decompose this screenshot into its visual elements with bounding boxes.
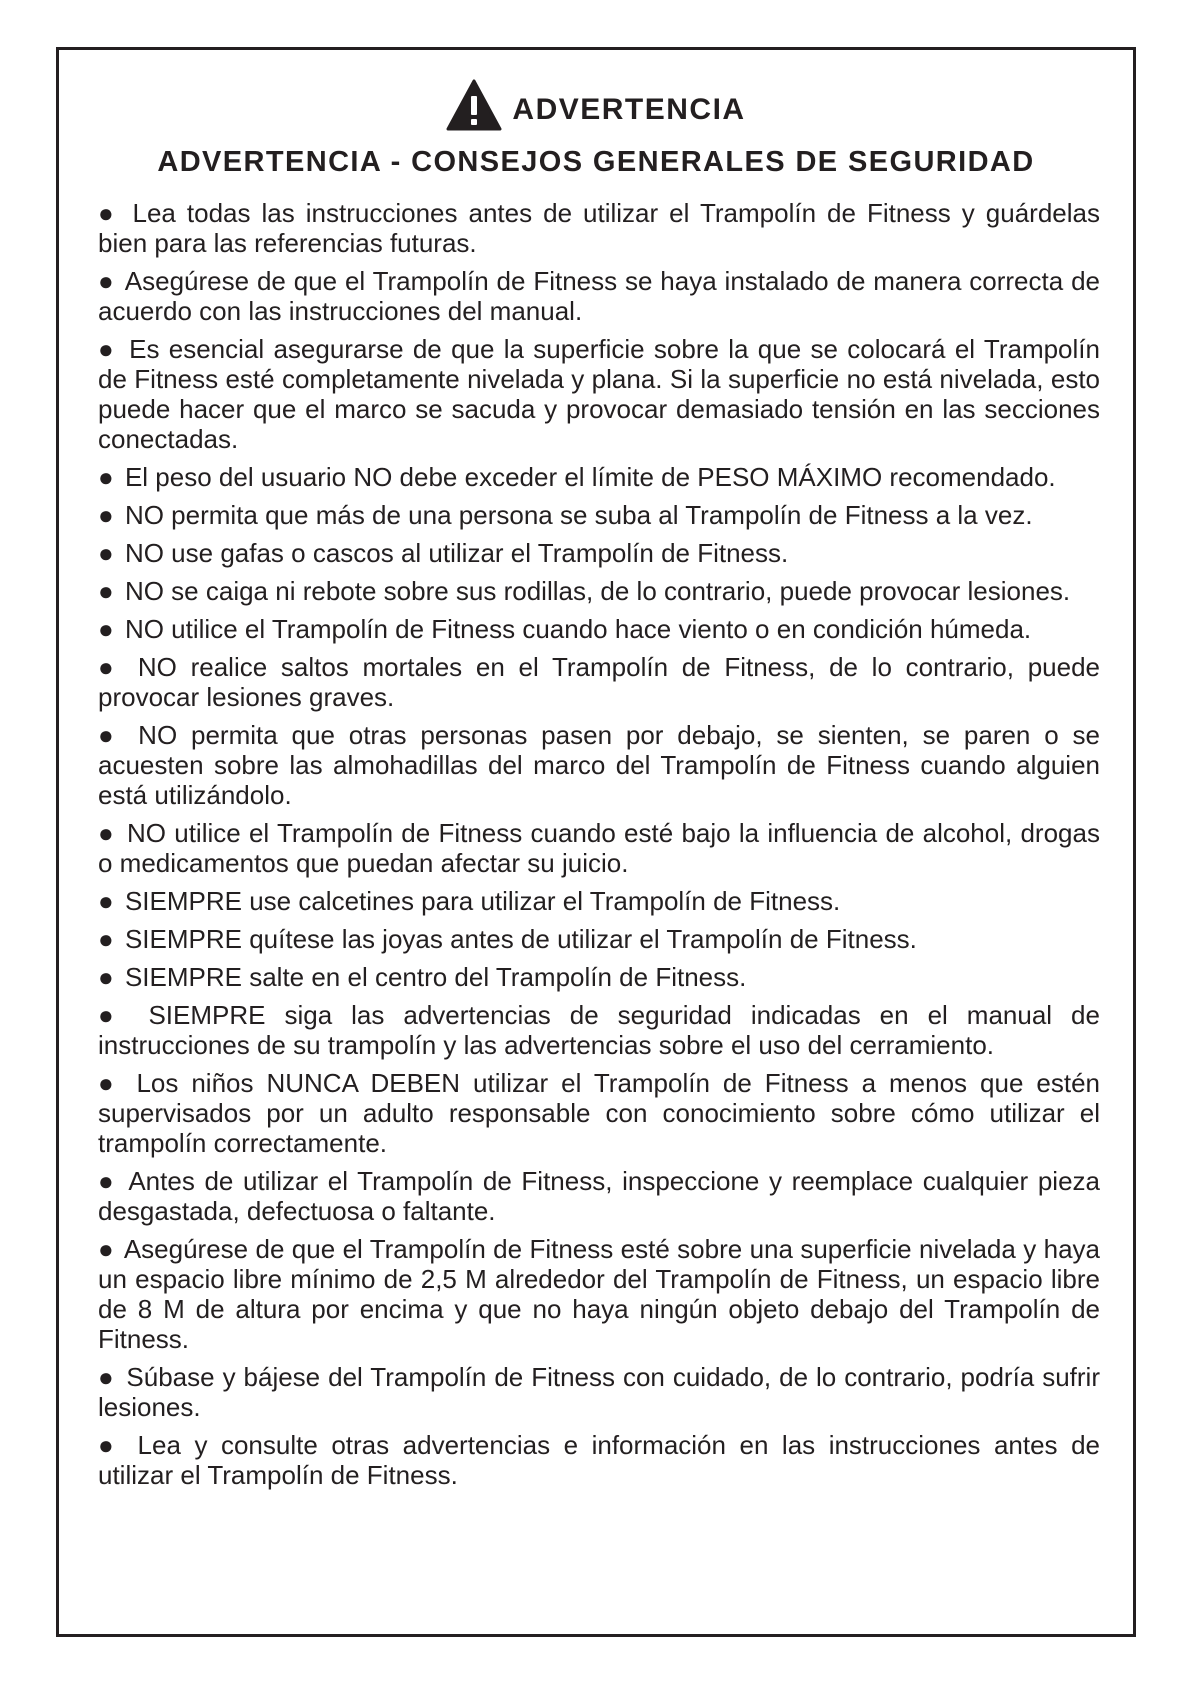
- safety-tip-item: [98, 1362, 1100, 1422]
- safety-tip-item: [98, 198, 1100, 258]
- safety-tip-text: SIEMPRE siga las advertencias de seguridad indicadas en el manual de instrucciones de su trampolín y las advertencias sobre el uso del cerramiento.: [98, 1000, 1100, 1060]
- bullet-icon: ●: [98, 1234, 114, 1264]
- safety-tips-list: [98, 198, 1100, 1498]
- bullet-icon: ●: [98, 538, 114, 568]
- safety-tip-item: [98, 1234, 1100, 1354]
- bullet-icon: ●: [98, 614, 114, 644]
- safety-tip-item: [98, 1068, 1100, 1158]
- bullet-icon: ●: [98, 818, 115, 848]
- bullet-icon: ●: [98, 266, 115, 296]
- safety-tip-item: [98, 962, 1100, 992]
- safety-tip-text: SIEMPRE use calcetines para utilizar el Trampolín de Fitness.: [124, 886, 841, 916]
- safety-tip-item: [98, 1000, 1100, 1060]
- bullet-icon: ●: [98, 334, 116, 364]
- bullet-icon: ●: [98, 1068, 120, 1098]
- safety-tip-text: NO se caiga ni rebote sobre sus rodillas, de lo contrario, puede provocar lesiones.: [124, 576, 1071, 606]
- safety-tip-item: [98, 500, 1100, 530]
- safety-tip-item: [98, 1166, 1100, 1226]
- bullet-icon: ●: [98, 652, 121, 682]
- safety-tip-text: Los niños NUNCA DEBEN utilizar el Trampolín de Fitness a menos que estén supervisados por un adulto responsable con conocimiento sobre cómo utilizar el trampolín correctamente.: [98, 1068, 1100, 1158]
- safety-tip-text: Lea y consulte otras advertencias e información en las instrucciones antes de utilizar el Trampolín de Fitness.: [98, 1430, 1100, 1490]
- safety-tip-text: SIEMPRE quítese las joyas antes de utilizar el Trampolín de Fitness.: [124, 924, 917, 954]
- safety-tip-text: NO realice saltos mortales en el Trampolín de Fitness, de lo contrario, puede provocar lesiones graves.: [98, 652, 1100, 712]
- bullet-icon: ●: [98, 720, 121, 750]
- safety-tip-text: Antes de utilizar el Trampolín de Fitness, inspeccione y reemplace cualquier pieza desgastada, defectuosa o faltante.: [98, 1166, 1100, 1226]
- bullet-icon: ●: [98, 962, 114, 992]
- safety-tip-text: Súbase y bájese del Trampolín de Fitness con cuidado, de lo contrario, podría sufrir lesiones.: [98, 1362, 1100, 1422]
- bullet-icon: ●: [98, 1166, 117, 1196]
- bullet-icon: ●: [98, 576, 114, 606]
- bullet-icon: ●: [98, 924, 114, 954]
- warning-frame: [56, 47, 1136, 1637]
- safety-tip-text: NO permita que más de una persona se suba al Trampolín de Fitness a la vez.: [124, 500, 1033, 530]
- warning-title-row: [59, 74, 1133, 136]
- safety-tip-item: [98, 924, 1100, 954]
- safety-tip-text: El peso del usuario NO debe exceder el límite de PESO MÁXIMO recomendado.: [124, 462, 1056, 492]
- safety-tip-item: [98, 818, 1100, 878]
- safety-tip-text: NO utilice el Trampolín de Fitness cuando esté bajo la influencia de alcohol, drogas o medicamentos que puedan afectar su juicio.: [98, 818, 1100, 878]
- safety-tip-item: [98, 266, 1100, 326]
- safety-tip-text: NO use gafas o cascos al utilizar el Trampolín de Fitness.: [124, 538, 789, 568]
- safety-tip-text: Asegúrese de que el Trampolín de Fitness se haya instalado de manera correcta de acuerdo con las instrucciones del manual.: [98, 266, 1100, 326]
- safety-tip-text: Es esencial asegurarse de que la superficie sobre la que se colocará el Trampolín de Fitness esté completamente nivelada y plana. Si la superficie no está nivelada, esto puede hacer que el marco se sacuda y provocar demasiado tensión en las secciones conectadas.: [98, 334, 1100, 454]
- safety-tip-item: [98, 720, 1100, 810]
- safety-tip-text: NO utilice el Trampolín de Fitness cuando hace viento o en condición húmeda.: [124, 614, 1032, 644]
- bullet-icon: ●: [98, 1430, 121, 1460]
- safety-tip-text: Asegúrese de que el Trampolín de Fitness esté sobre una superficie nivelada y haya un espacio libre mínimo de 2,5 M alrededor del Trampolín de Fitness, un espacio libre de 8 M de altura por encima y que no haya ningún objeto debajo del Trampolín de Fitness.: [98, 1234, 1100, 1354]
- warning-triangle-icon: [446, 79, 502, 131]
- safety-tip-item: [98, 576, 1100, 606]
- safety-tip-item: [98, 334, 1100, 454]
- safety-tip-item: [98, 652, 1100, 712]
- safety-tip-item: [98, 614, 1100, 644]
- bullet-icon: ●: [98, 886, 114, 916]
- bullet-icon: ●: [98, 198, 118, 228]
- page-subtitle: ADVERTENCIA - CONSEJOS GENERALES DE SEGURIDAD: [157, 146, 1035, 178]
- safety-tip-item: [98, 1430, 1100, 1490]
- bullet-icon: ●: [98, 1000, 126, 1030]
- safety-tip-item: [98, 886, 1100, 916]
- safety-tip-item: [98, 538, 1100, 568]
- bullet-icon: ●: [98, 462, 114, 492]
- safety-tip-text: Lea todas las instrucciones antes de utilizar el Trampolín de Fitness y guárdelas bien para las referencias futuras.: [98, 198, 1100, 258]
- safety-tip-item: [98, 462, 1100, 492]
- safety-tip-text: NO permita que otras personas pasen por debajo, se sienten, se paren o se acuesten sobre las almohadillas del marco del Trampolín de Fitness cuando alguien está utilizándolo.: [98, 720, 1100, 810]
- bullet-icon: ●: [98, 1362, 115, 1392]
- safety-tip-text: SIEMPRE salte en el centro del Trampolín de Fitness.: [124, 962, 747, 992]
- header: [59, 74, 1133, 180]
- bullet-icon: ●: [98, 500, 114, 530]
- warning-label: ADVERTENCIA: [512, 93, 746, 126]
